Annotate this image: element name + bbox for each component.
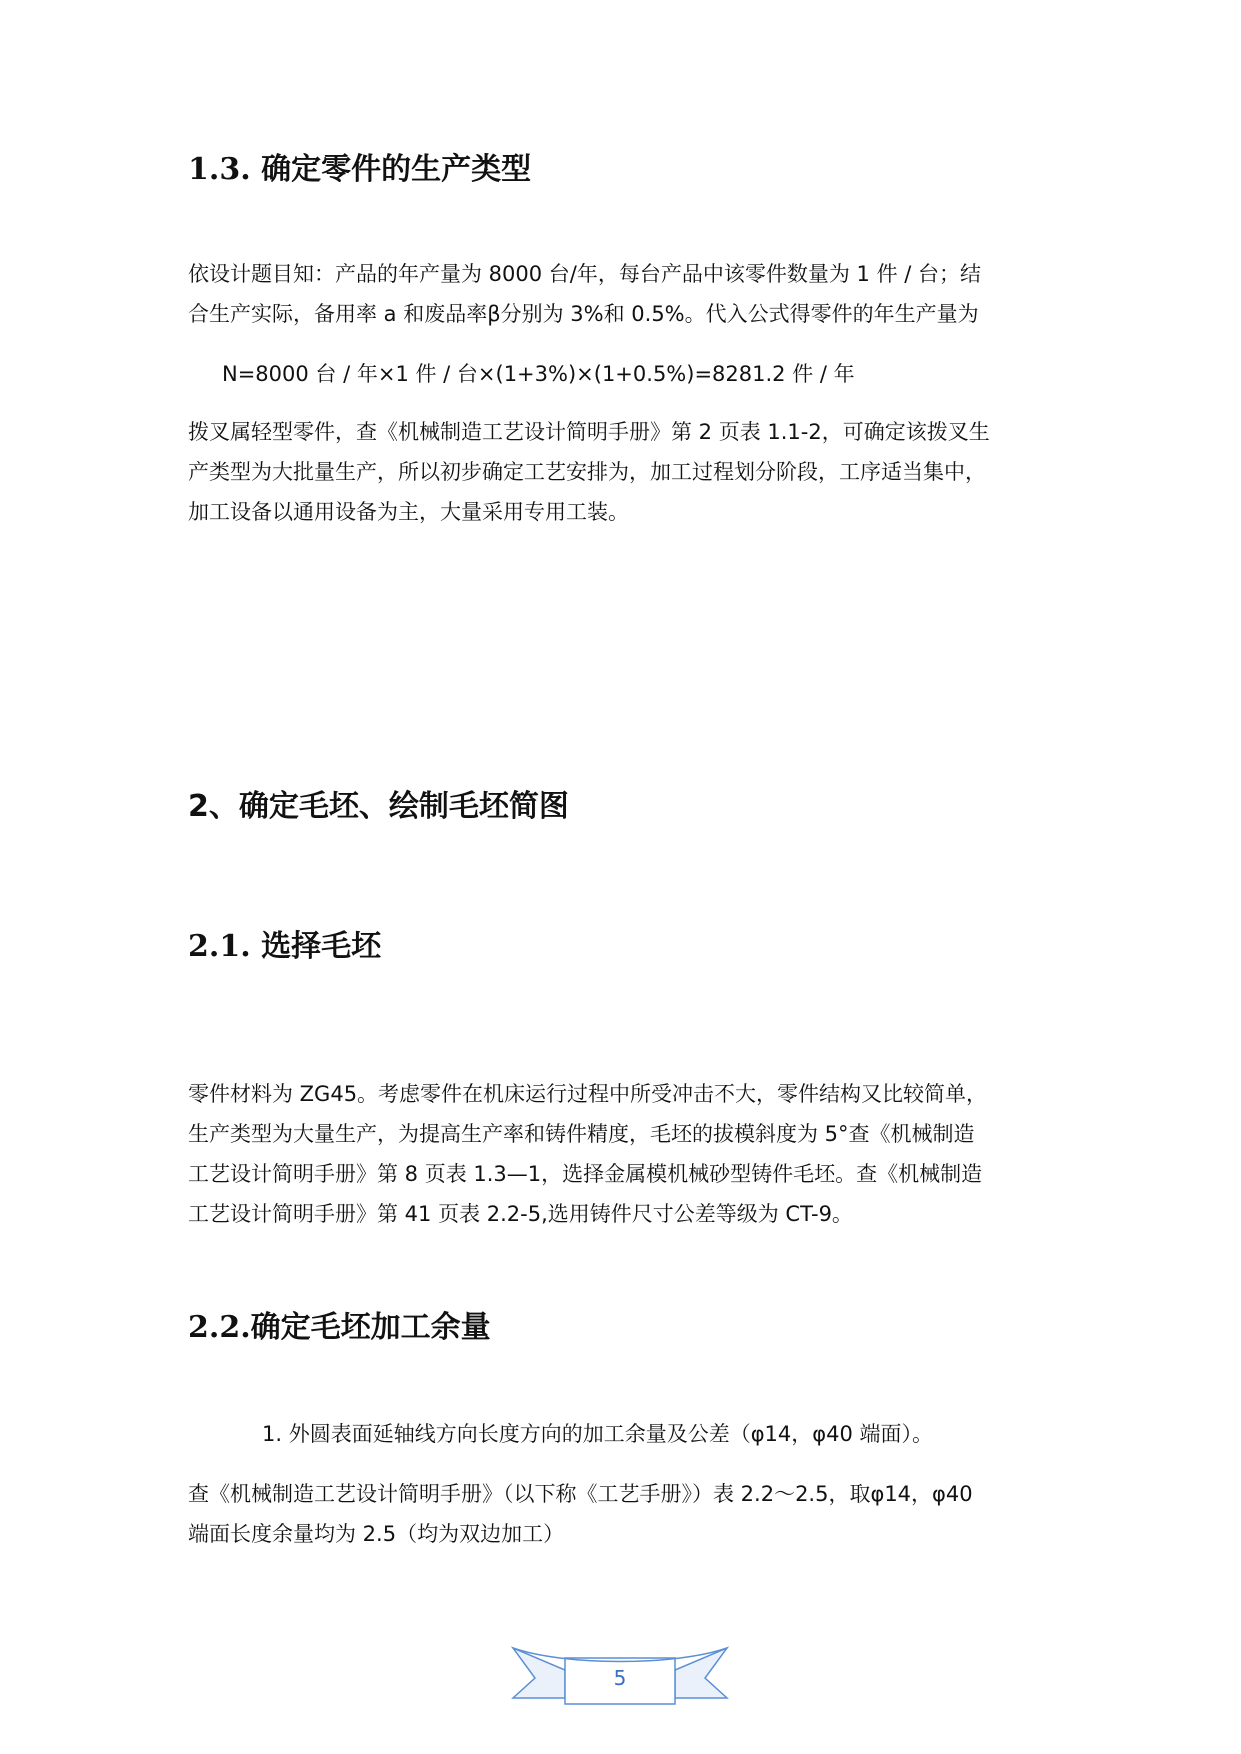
list-item: 1. 外圆表面延轴线方向长度方向的加工余量及公差（φ14，φ40 端面）。 bbox=[262, 1422, 934, 1446]
paragraph-line: 合生产实际，备用率 a 和废品率β分别为 3%和 0.5%。代入公式得零件的年生产量为 bbox=[188, 302, 979, 326]
paragraph-line: 端面长度余量均为 2.5（均为双边加工） bbox=[188, 1522, 565, 1546]
paragraph-line: 工艺设计简明手册》第 41 页表 2.2-5,选用铸件尺寸公差等级为 CT-9。 bbox=[188, 1202, 853, 1226]
paragraph-line: 产类型为大批量生产，所以初步确定工艺安排为，加工过程划分阶段，工序适当集中， bbox=[188, 460, 986, 484]
section-1-3-title: 1.3. 确定零件的生产类型 bbox=[188, 152, 532, 187]
paragraph-line: 零件材料为 ZG45。考虑零件在机床运行过程中所受冲击不大，零件结构又比较简单， bbox=[188, 1082, 988, 1106]
section-2-title: 2、确定毛坯、绘制毛坯简图 bbox=[188, 789, 569, 824]
paragraph-line: 查《机械制造工艺设计简明手册》（以下称《工艺手册》）表 2.2～2.5，取φ14，φ40 bbox=[188, 1482, 973, 1506]
page-number-ribbon bbox=[505, 1640, 735, 1716]
paragraph-line: 加工设备以通用设备为主，大量采用专用工装。 bbox=[188, 500, 629, 524]
section-2-2-title: 2.2.确定毛坯加工余量 bbox=[188, 1310, 491, 1345]
formula: N=8000 台 / 年×1 件 / 台×(1+3%)×(1+0.5%)=8281.2 件 / 年 bbox=[222, 362, 855, 386]
paragraph-line: 工艺设计简明手册》第 8 页表 1.3—1，选择金属模机械砂型铸件毛坯。查《机械制造 bbox=[188, 1162, 983, 1186]
paragraph-line: 依设计题目知：产品的年产量为 8000 台/年，每台产品中该零件数量为 1 件 / 台；结 bbox=[188, 262, 982, 286]
page-number: 5 bbox=[613, 1666, 627, 1690]
paragraph-line: 拨叉属轻型零件，查《机械制造工艺设计简明手册》第 2 页表 1.1-2，可确定该拨叉生 bbox=[188, 420, 990, 444]
paragraph-line: 生产类型为大量生产，为提高生产率和铸件精度，毛坯的拔模斜度为 5°查《机械制造 bbox=[188, 1122, 975, 1146]
section-2-1-title: 2.1. 选择毛坯 bbox=[188, 929, 382, 964]
